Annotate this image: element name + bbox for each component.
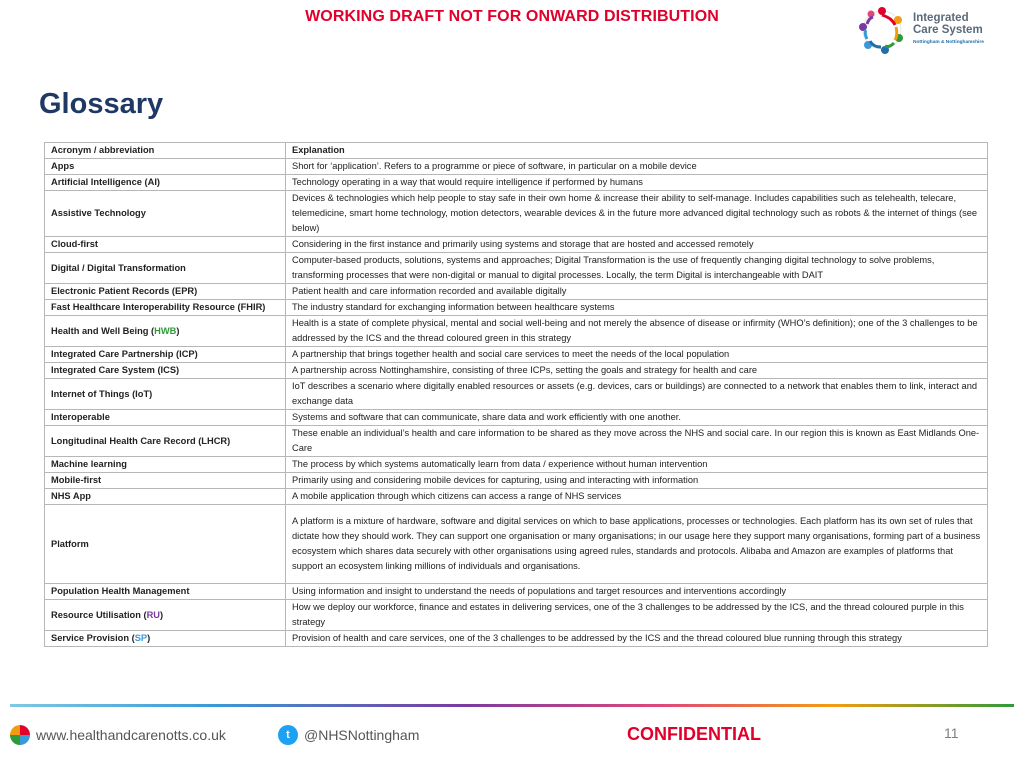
- glossary-explanation: A mobile application through which citizens can access a range of NHS services: [286, 489, 988, 505]
- draft-notice: WORKING DRAFT NOT FOR ONWARD DISTRIBUTION: [305, 8, 719, 25]
- glossary-row: [45, 457, 988, 473]
- glossary-term: [45, 600, 286, 631]
- glossary-explanation: Patient health and care information recorded and available digitally: [286, 284, 988, 300]
- glossary-explanation: IoT describes a scenario where digitally enabled resources or assets (e.g. devices, cars or buildings) are connected to a network that enables them to link, interact and exchange data: [286, 379, 988, 410]
- glossary-term-prefix: Service Provision (: [51, 633, 135, 643]
- footer-twitter[interactable]: [278, 722, 419, 748]
- glossary-term-prefix: Health and Well Being (: [51, 325, 155, 336]
- glossary-term: Fast Healthcare Interoperability Resource (FHIR): [45, 300, 286, 316]
- glossary-explanation: Primarily using and considering mobile devices for capturing, using and interacting with information: [286, 473, 988, 489]
- glossary-term: Cloud-first: [45, 237, 286, 253]
- glossary-term: Internet of Things (IoT): [45, 379, 286, 410]
- glossary-term: Apps: [45, 159, 286, 175]
- glossary-term: Population Health Management: [45, 584, 286, 600]
- glossary-row: [45, 600, 988, 631]
- glossary-term: Machine learning: [45, 457, 286, 473]
- glossary-explanation: A partnership across Nottinghamshire, consisting of three ICPs, setting the goals and strategy for health and care: [286, 363, 988, 379]
- glossary-term: Platform: [45, 505, 286, 584]
- website-link[interactable]: www.healthandcarenotts.co.uk: [36, 727, 226, 743]
- logo-line3: Nottingham & Nottinghamshire: [913, 39, 984, 45]
- glossary-explanation: A partnership that brings together health and social care services to meet the needs of the local population: [286, 347, 988, 363]
- footer-divider: [10, 704, 1014, 707]
- glossary-term: Artificial Intelligence (AI): [45, 175, 286, 191]
- glossary-row: [45, 410, 988, 426]
- glossary-row: [45, 253, 988, 284]
- glossary-table: [44, 142, 988, 647]
- glossary-row: [45, 347, 988, 363]
- glossary-explanation: How we deploy our workforce, finance and estates in delivering services, one of the 3 challenges to be addressed by the ICS, and the thread coloured purple in this strategy: [286, 600, 988, 631]
- twitter-handle[interactable]: @NHSNottingham: [304, 727, 420, 743]
- glossary-explanation: Systems and software that can communicate, share data and work efficiently with one another.: [286, 410, 988, 426]
- glossary-term-code: HWB: [154, 325, 177, 336]
- glossary-term: [45, 316, 286, 347]
- glossary-row: [45, 237, 988, 253]
- glossary-term-suffix: ): [160, 609, 164, 620]
- glossary-term: Mobile-first: [45, 473, 286, 489]
- glossary-term: Assistive Technology: [45, 191, 286, 237]
- column-header-explanation: Explanation: [286, 143, 988, 159]
- glossary-explanation: Computer-based products, solutions, systems and approaches; Digital Transformation is the use of frequently changing digital technology to solve problems, transforming processes that were non-digital or manual to digital processes. Locally, the term Digital is interchangeable with DAIT: [286, 253, 988, 284]
- glossary-row: [45, 473, 988, 489]
- glossary-term: Electronic Patient Records (EPR): [45, 284, 286, 300]
- glossary-explanation: Using information and insight to understand the needs of populations and target resources and interventions accordingly: [286, 584, 988, 600]
- glossary-term-suffix: ): [147, 633, 151, 643]
- glossary-term: Longitudinal Health Care Record (LHCR): [45, 426, 286, 457]
- glossary-term: Integrated Care System (ICS): [45, 363, 286, 379]
- footer-website[interactable]: [10, 722, 226, 748]
- glossary-row: [45, 159, 988, 175]
- glossary-explanation: Devices & technologies which help people to stay safe in their own home & increase their ability to self-manage. Includes capabilities such as telehealth, telecare, telemedicine, smart home technology, motion detectors, wearable devices & in the future more advanced digital technology such as robots & the internet of things (see below): [286, 191, 988, 237]
- glossary-row: [45, 300, 988, 316]
- glossary-explanation: The industry standard for exchanging information between healthcare systems: [286, 300, 988, 316]
- glossary-term: NHS App: [45, 489, 286, 505]
- confidential-label: CONFIDENTIAL: [627, 724, 761, 744]
- glossary-row: [45, 631, 988, 647]
- glossary-term-code: RU: [146, 609, 161, 620]
- logo-line2: Care System: [913, 23, 983, 36]
- glossary-explanation: Considering in the first instance and primarily using systems and storage that are hosted and accessed remotely: [286, 237, 988, 253]
- glossary-row: [45, 175, 988, 191]
- glossary-row: [45, 426, 988, 457]
- page-number: 11: [944, 725, 959, 741]
- glossary-explanation: These enable an individual’s health and care information to be shared as they move across the NHS and social care. In our region this is known as East Midlands One-Care: [286, 426, 988, 457]
- glossary-term: Interoperable: [45, 410, 286, 426]
- glossary-row: [45, 363, 988, 379]
- glossary-row: [45, 505, 988, 584]
- logo-line1: Integrated: [913, 11, 969, 24]
- glossary-row: [45, 584, 988, 600]
- page-title: Glossary: [39, 88, 164, 120]
- glossary-explanation: Provision of health and care services, one of the 3 challenges to be addressed by the ICS and the thread coloured blue running through this strategy: [286, 631, 988, 647]
- glossary-row: [45, 191, 988, 237]
- twitter-icon: t: [278, 725, 298, 745]
- glossary-term-suffix: ): [176, 325, 180, 336]
- website-globe-icon: [10, 725, 30, 745]
- glossary-explanation: Technology operating in a way that would require intelligence if performed by humans: [286, 175, 988, 191]
- glossary-row: [45, 379, 988, 410]
- ics-logo: [857, 4, 1007, 56]
- glossary-row: [45, 489, 988, 505]
- table-header-row: [45, 143, 988, 159]
- glossary-row: [45, 316, 988, 347]
- glossary-explanation: The process by which systems automatically learn from data / experience without human intervention: [286, 457, 988, 473]
- glossary-explanation: Health is a state of complete physical, mental and social well-being and not merely the absence of disease or infirmity (WHO’s definition); one of the 3 challenges to be addressed by the ICS and the thread coloured green in this strategy: [286, 316, 988, 347]
- people-circle-logo-icon: [857, 5, 907, 55]
- glossary-explanation: Short for ‘application’. Refers to a programme or piece of software, in particular on a mobile device: [286, 159, 988, 175]
- column-header-acronym: Acronym / abbreviation: [45, 143, 286, 159]
- glossary-term: Digital / Digital Transformation: [45, 253, 286, 284]
- glossary-row: [45, 284, 988, 300]
- glossary-term: [45, 631, 286, 647]
- glossary-term: Integrated Care Partnership (ICP): [45, 347, 286, 363]
- glossary-term-code: SP: [134, 633, 148, 643]
- glossary-explanation: A platform is a mixture of hardware, software and digital services on which to base applications, processes or technologies. Each platform has its own set of rules that dictate how they should work. They can support one organisation or many organisations; in our usage here they support many organisations, forming part of a business ecosystem which shares data securely with other organisations using agreed rules, standards and protocols. Alibaba and Amazon are examples of platforms that support an ecosystem linking millions of individuals and organisations.: [286, 505, 988, 584]
- glossary-term-prefix: Resource Utilisation (: [51, 609, 147, 620]
